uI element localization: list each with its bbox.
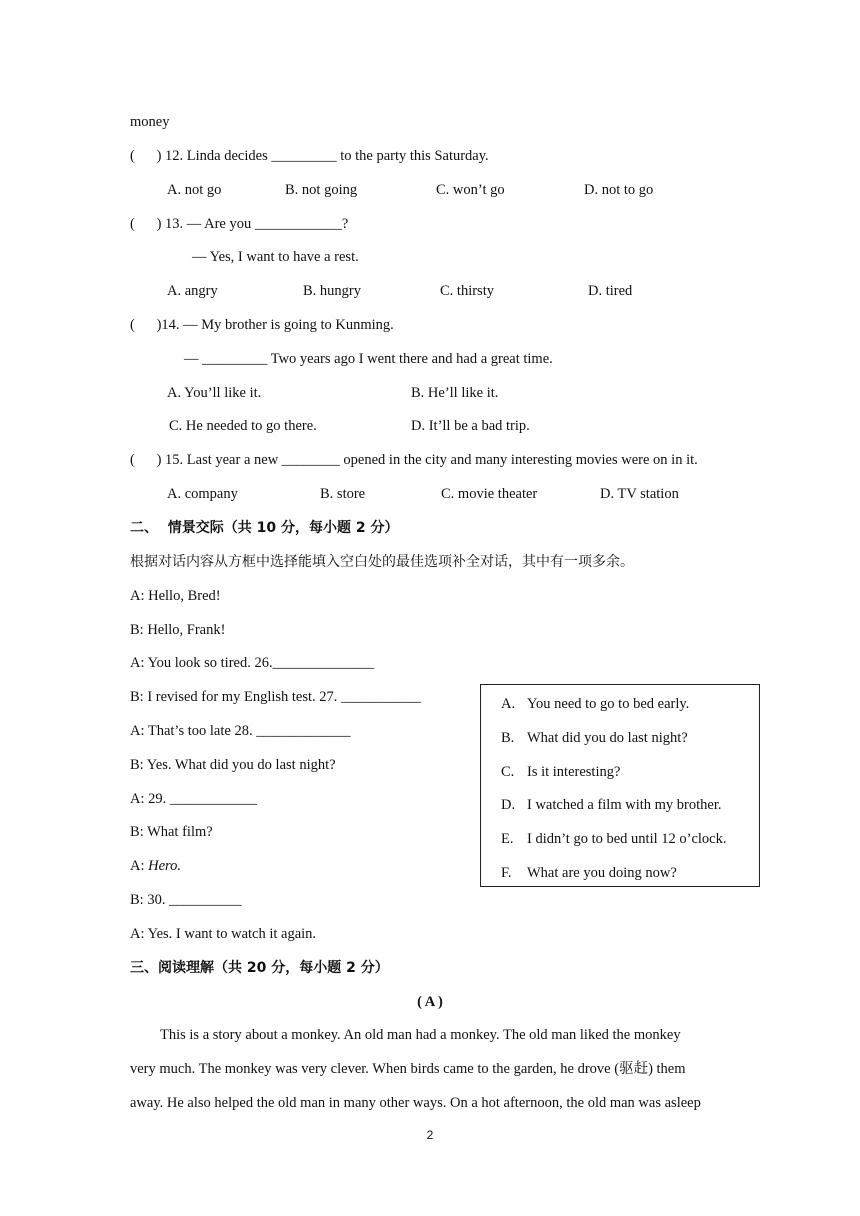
question-12-option-d: D. not to go: [584, 182, 654, 198]
question-13-stem: ( ) 13. — Are you ____________?: [130, 216, 349, 232]
question-14-option-a: A. You’ll like it.: [167, 385, 262, 401]
question-15-option-b: B. store: [320, 486, 366, 502]
choice-letter: D.: [501, 797, 516, 813]
question-13-reply: — Yes, I want to have a rest.: [192, 249, 359, 265]
dialogue-speaker: A:: [130, 858, 149, 874]
question-14-reply: — _________ Two years ago I went there and had a great time.: [184, 351, 553, 367]
choice-item: [501, 694, 689, 714]
choice-letter: A.: [501, 696, 516, 712]
choice-item: [501, 728, 688, 748]
page-number: 2: [426, 1128, 434, 1142]
question-14-option-b: B. He’ll like it.: [411, 385, 499, 401]
dialogue-line: B: Hello, Frank!: [130, 622, 226, 638]
question-15-option-a: A. company: [167, 486, 238, 502]
carry-over-word: money: [130, 114, 170, 130]
dialogue-line: B: Yes. What did you do last night?: [130, 757, 336, 773]
dialogue-line: A: You look so tired. 26.______________: [130, 655, 375, 671]
question-13-option-d: D. tired: [588, 283, 633, 299]
question-13-option-b: B. hungry: [303, 283, 361, 299]
dialogue-line: A: That’s too late 28. _____________: [130, 723, 351, 739]
question-14-option-c: C. He needed to go there.: [169, 418, 317, 434]
choice-letter: E.: [501, 831, 514, 847]
choice-text: Is it interesting?: [527, 764, 621, 780]
question-15-stem: ( ) 15. Last year a new ________ opened in the city and many interesting movies were on in it.: [130, 452, 698, 468]
choices-box: [480, 684, 760, 887]
choice-text: I watched a film with my brother.: [527, 797, 722, 813]
choice-letter: C.: [501, 764, 515, 780]
section-2-instruction: 根据对话内容从方框中选择能填入空白处的最佳选项补全对话，其中有一项多余。: [130, 554, 634, 570]
choice-item: [501, 863, 677, 883]
question-13-option-a: A. angry: [167, 283, 218, 299]
dialogue-line: A: Yes. I want to watch it again.: [130, 926, 317, 942]
section-2-heading: 二、 情景交际（共 10 分，每小题 2 分）: [130, 520, 399, 536]
dialogue-line: B: 30. __________: [130, 892, 242, 908]
choice-text: What did you do last night?: [527, 730, 688, 746]
choice-item: [501, 762, 620, 782]
choice-item: [501, 829, 726, 849]
choice-letter: B.: [501, 730, 515, 746]
choice-text: I didn’t go to bed until 12 o’clock.: [527, 831, 727, 847]
passage-line: away. He also helped the old man in many other ways. On a hot afternoon, the old man was asleep: [130, 1095, 701, 1111]
dialogue-line: B: What film?: [130, 824, 213, 840]
film-title: Hero.: [148, 858, 182, 874]
dialogue-line: A: 29. ____________: [130, 791, 257, 807]
choice-item: [501, 795, 722, 815]
dialogue-line: [130, 856, 181, 876]
choice-letter: F.: [501, 865, 512, 881]
question-14-option-d: D. It’ll be a bad trip.: [411, 418, 530, 434]
choice-text: You need to go to bed early.: [527, 696, 690, 712]
question-14-stem: ( )14. — My brother is going to Kunming.: [130, 317, 394, 333]
section-3-heading: 三、阅读理解（共 20 分，每小题 2 分）: [130, 960, 389, 976]
passage-line: This is a story about a monkey. An old man had a monkey. The old man liked the monkey: [160, 1027, 681, 1043]
passage-label: ( A ): [417, 994, 443, 1010]
passage-line: very much. The monkey was very clever. When birds came to the garden, he drove (驱赶) them: [130, 1061, 686, 1077]
dialogue-line: A: Hello, Bred!: [130, 588, 221, 604]
question-12-option-b: B. not going: [285, 182, 358, 198]
question-13-option-c: C. thirsty: [440, 283, 494, 299]
question-12-option-a: A. not go: [167, 182, 222, 198]
question-12-option-c: C. won’t go: [436, 182, 505, 198]
question-12-stem: ( ) 12. Linda decides _________ to the party this Saturday.: [130, 148, 489, 164]
dialogue-line: B: I revised for my English test. 27. ___________: [130, 689, 421, 705]
choice-text: What are you doing now?: [527, 865, 677, 881]
question-15-option-d: D. TV station: [600, 486, 679, 502]
question-15-option-c: C. movie theater: [441, 486, 538, 502]
